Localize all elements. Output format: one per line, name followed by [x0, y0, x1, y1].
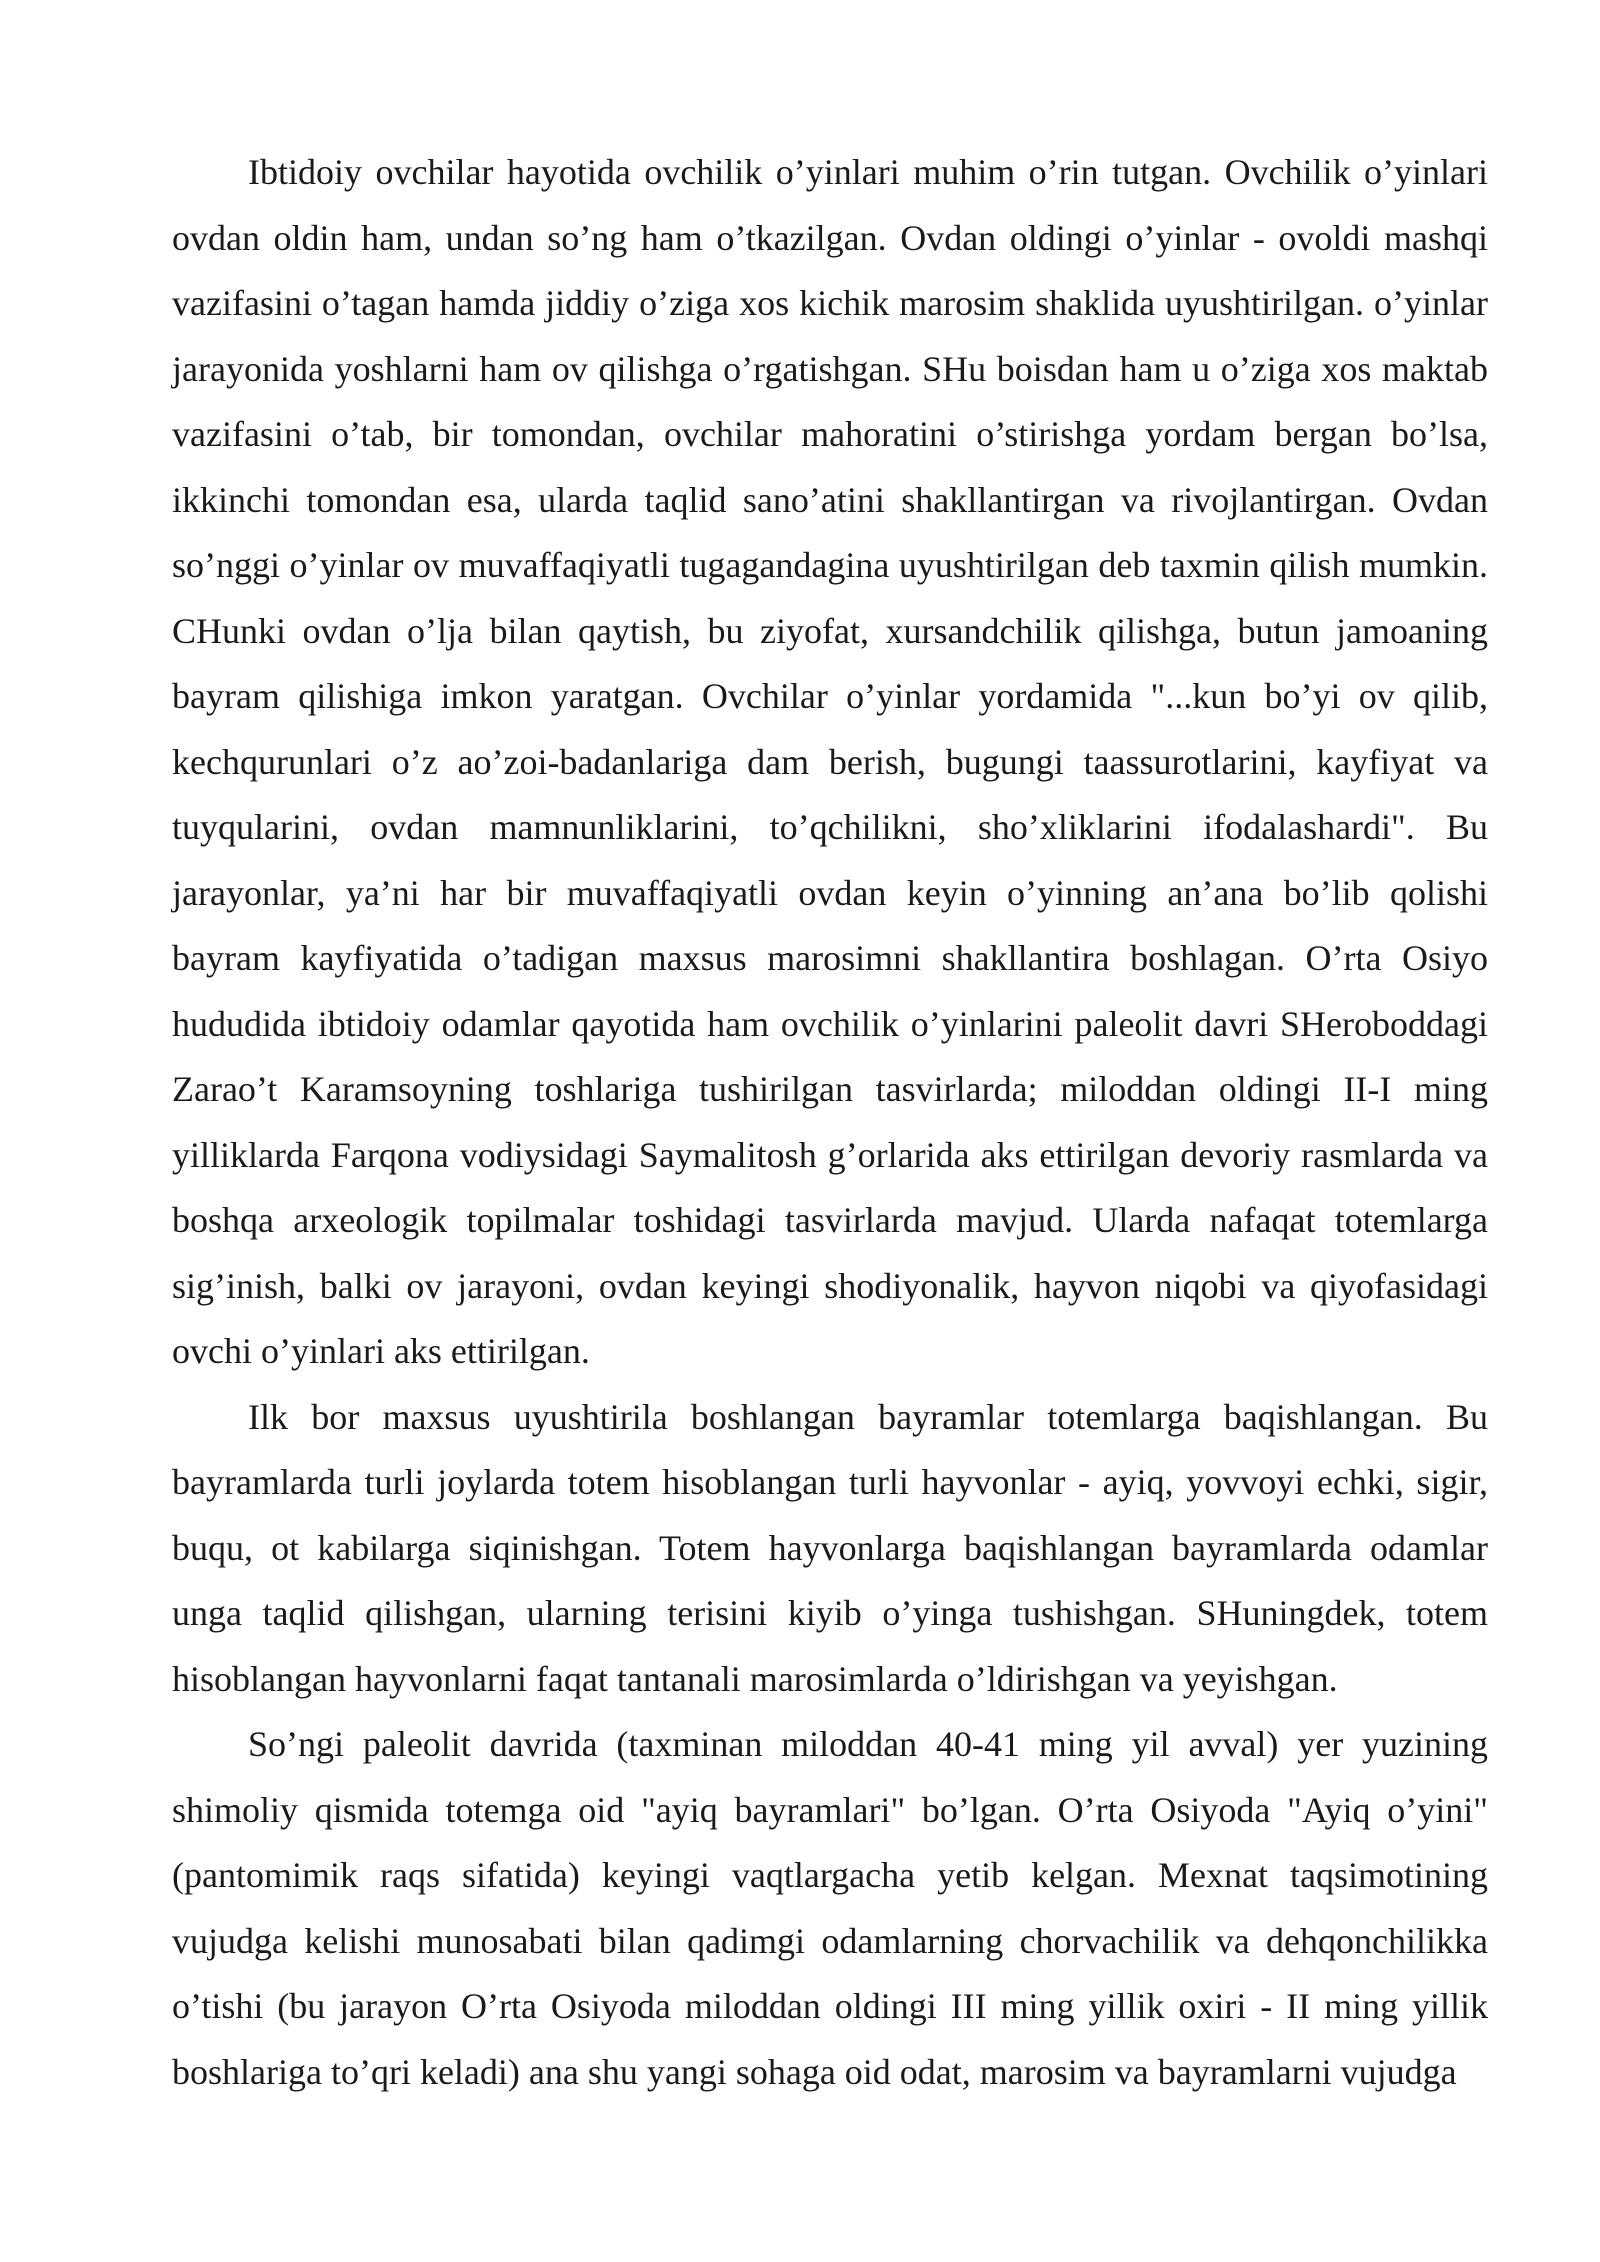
paragraph-bear-holidays: So’ngi paleolit davrida (taxminan miloddan 40-41 ming yil avval) yer yuzining shimoliy qismida totemga oid "ayiq bayramlari" bo’lgan. O’rta Osiyoda "Ayiq o’yini" (pantomimik raqs sifatida) keyingi vaqtlargacha yetib kelgan. Mexnat taqsimotining vujudga kelishi munosabati bilan qadimgi odamlarning chorvachilik va dehqonchilikka o’tishi (bu jarayon O’rta Osiyoda miloddan oldingi III ming yillik oxiri - II ming yillik boshlariga to’qri keladi) ana shu yangi sohaga oid odat, marosim va bayramlarni vujudga [172, 1724, 1488, 2092]
document-page [172, 140, 1488, 2105]
paragraph-hunting-games: Ibtidoiy ovchilar hayotida ovchilik o’yinlari muhim o’rin tutgan. Ovchilik o’yinlari ovdan oldin ham, undan so’ng ham o’tkazilgan. Ovdan oldingi o’yinlar - ovoldi mashqi vazifasini o’tagan hamda jiddiy o’ziga xos kichik marosim shaklida uyushtirilgan. o’yinlar jarayonida yoshlarni ham ov qilishga o’rgatishgan. SHu boisdan ham u o’ziga xos maktab vazifasini o’tab, bir tomondan, ovchilar mahoratini o’stirishga yordam bergan bo’lsa, ikkinchi tomondan esa, ularda taqlid sano’atini shakllantirgan va rivojlantirgan. Ovdan so’nggi o’yinlar ov muvaffaqiyatli tugagandagina uyushtirilgan deb taxmin qilish mumkin. CHunki ovdan o’lja bilan qaytish, bu ziyofat, xursandchilik qilishga, butun jamoaning bayram qilishiga imkon yaratgan. Ovchilar o’yinlar yordamida "...kun bo’yi ov qilib, kechqurunlari o’z ao’zoi-badanlariga dam berish, bugungi taassurotlarini, kayfiyat va tuyqularini, ovdan mamnunliklarini, to’qchilikni, sho’xliklarini ifodalashardi". Bu jarayonlar, ya’ni har bir muvaffaqiyatli ovdan keyin o’yinning an’ana bo’lib qolishi bayram kayfiyatida o’tadigan maxsus marosimni shakllantira boshlagan. O’rta Osiyo hududida ibtidoiy odamlar qayotida ham ovchilik o’yinlarini paleolit davri SHeroboddagi Zarao’t Karamsoyning toshlariga tushirilgan tasvirlarda; miloddan oldingi II-I ming yilliklarda Farqona vodiysidagi Saymalitosh g’orlarida aks ettirilgan devoriy rasmlarda va boshqa arxeologik topilmalar toshidagi tasvirlarda mavjud. Ularda nafaqat totemlarga sig’inish, balki ov jarayoni, ovdan keyingi shodiyonalik, hayvon niqobi va qiyofasidagi ovchi o’yinlari aks ettirilgan. [172, 152, 1488, 1371]
paragraph-totem-holidays: Ilk bor maxsus uyushtirila boshlangan bayramlar totemlarga baqishlangan. Bu bayramlarda turli joylarda totem hisoblangan turli hayvonlar - ayiq, yovvoyi echki, sigir, buqu, ot kabilarga siqinishgan. Totem hayvonlarga baqishlangan bayramlarda odamlar unga taqlid qilishgan, ularning terisini kiyib o’yinga tushishgan. SHuningdek, totem hisoblangan hayvonlarni faqat tantanali marosimlarda o’ldirishgan va yeyishgan. [172, 1396, 1488, 1699]
